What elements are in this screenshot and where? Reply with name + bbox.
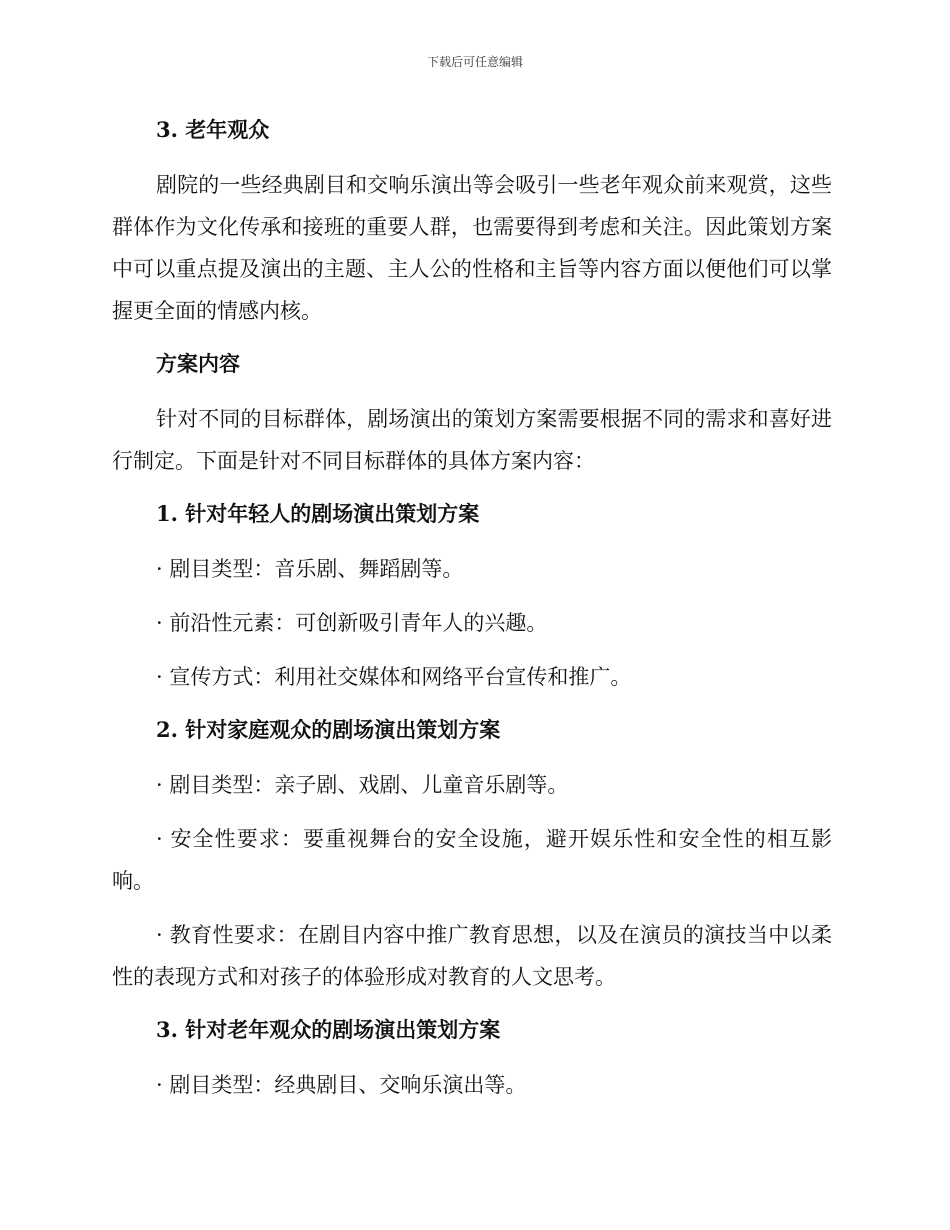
page-header: 下载后可任意编辑 (426, 55, 523, 69)
paragraph-plan-intro: 针对不同的目标群体，剧场演出的策划方案需要根据不同的需求和喜好进行制定。下面是针对不同目标群体的具体方案内容： (112, 407, 832, 473)
bullet-youth-genre: · 剧目类型：音乐剧、舞蹈剧等。 (156, 557, 464, 581)
bullet-elderly-genre: · 剧目类型：经典剧目、交响乐演出等。 (156, 1073, 527, 1097)
bullet-family-safety: · 安全性要求：要重视舞台的安全设施，避开娱乐性和安全性的相互影响。 (112, 827, 832, 893)
subheading-youth-plan: 1. 针对年轻人的剧场演出策划方案 (156, 501, 480, 526)
subheading-elderly-plan: 3. 针对老年观众的剧场演出策划方案 (156, 1017, 501, 1042)
bullet-family-genre: · 剧目类型：亲子剧、戏剧、儿童音乐剧等。 (156, 773, 569, 797)
paragraph-elderly: 剧院的一些经典剧目和交响乐演出等会吸引一些老年观众前来观赏，这些群体作为文化传承和接班的重要人群，也需要得到考虑和关注。因此策划方案中可以重点提及演出的主题、主人公的性格和主旨等内容方面以便他们可以掌握更全面的情感内核。 (112, 173, 832, 323)
subheading-family-plan: 2. 针对家庭观众的剧场演出策划方案 (156, 717, 501, 742)
document-body (112, 110, 832, 1118)
bullet-youth-promotion: · 宣传方式：利用社交媒体和网络平台宣传和推广。 (156, 665, 632, 689)
section-heading-elderly: 3. 老年观众 (156, 117, 270, 142)
section-heading-plan-content: 方案内容 (156, 351, 240, 376)
bullet-youth-elements: · 前沿性元素：可创新吸引青年人的兴趣。 (156, 611, 548, 635)
bullet-family-education: · 教育性要求：在剧目内容中推广教育思想，以及在演员的演技当中以柔性的表现方式和对孩子的体验形成对教育的人文思考。 (112, 923, 832, 989)
